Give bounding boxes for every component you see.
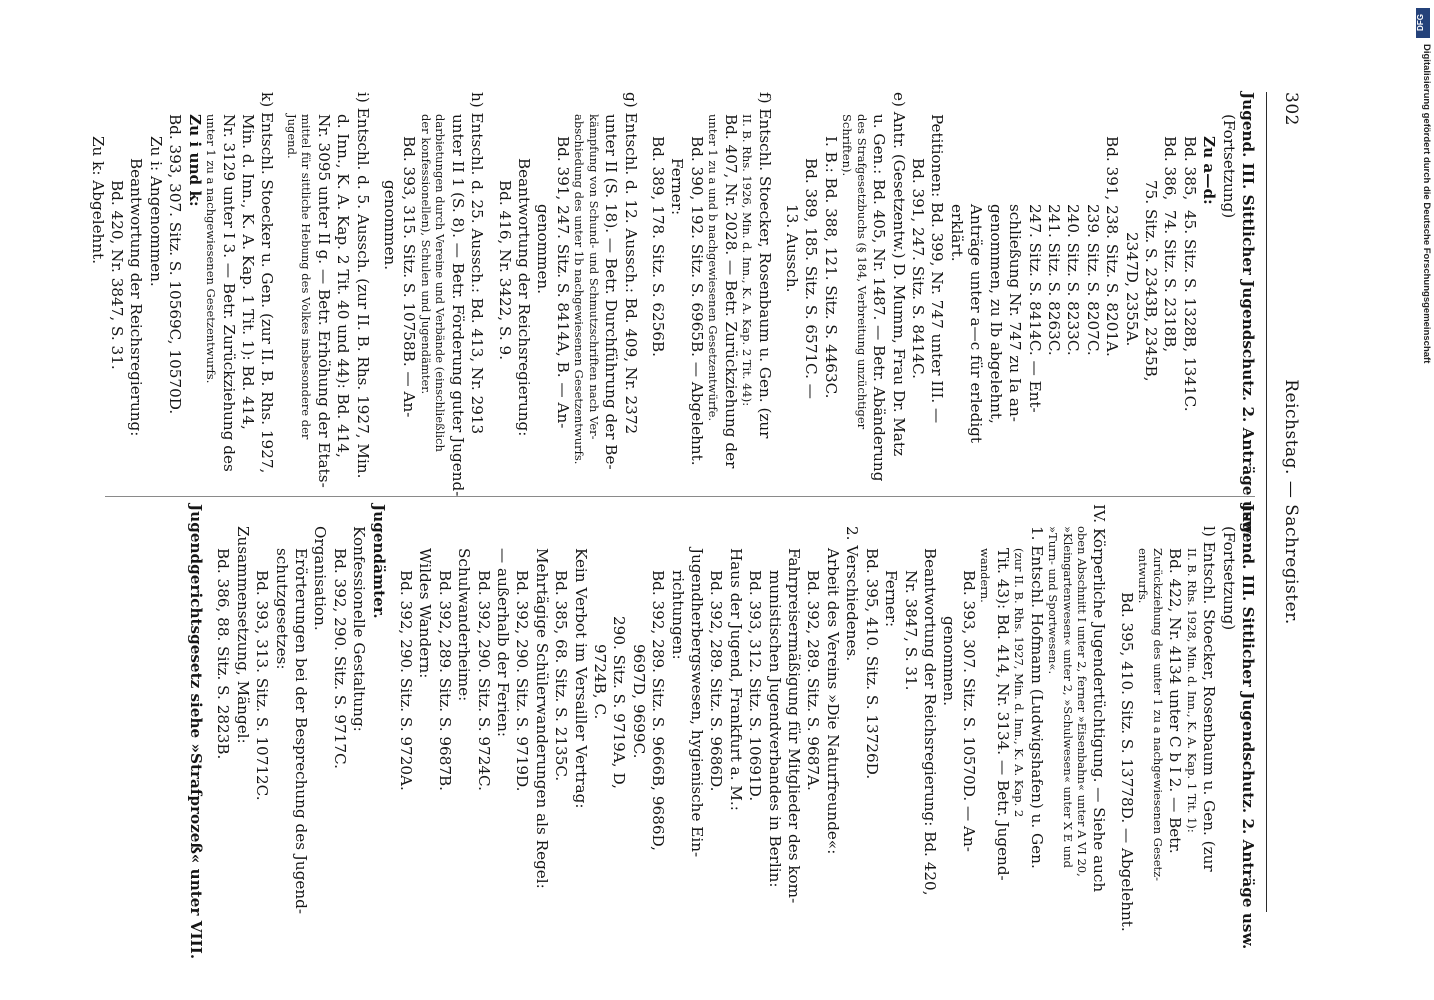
register-line (205, 504, 213, 899)
register-line: (zur II. B. Rhs. 1927, Min. d. Inn., K. A. Kap. 2 (1012, 548, 1027, 818)
register-line: Organisation. (311, 526, 330, 631)
register-line: Ferner: (668, 158, 687, 216)
register-line: Bd. 393, 313. Sitz. S. 10712C. (253, 570, 272, 801)
register-line: genommen. (534, 204, 553, 295)
register-line: Tit. 43): Bd. 414, Nr. 3134. — Betr. Jugend- (993, 548, 1012, 881)
register-line: Beantwortung der Reichsregierung: (515, 158, 533, 437)
register-line: Zusammensetzung, Mängel: (233, 526, 252, 744)
register-line: II. B. Rhs. 1928, Min. d. Inn., K. A. Kap. 1 Tit. 1): (1184, 548, 1199, 833)
register-line: Bd. 391, 238. Sitz. S. 8201A. (1103, 136, 1122, 357)
register-line: abschiedung des unter 1b nachgewiesenen Gesetzentwurfs. (572, 114, 587, 465)
register-line: l) Entschl. Stoecker, Rosenbaum u. Gen. (zur (1200, 526, 1219, 872)
running-header (1271, 92, 1307, 912)
register-line: 2347D, 2355A. (1122, 232, 1141, 347)
register-line: unter II (S. 18). — Betr. Durchführung der Be- (602, 114, 621, 470)
register-line: schließung Nr. 747 zu Ia an- (1006, 204, 1025, 422)
register-line: Bd. 391, 247. Sitz. S. 8414A, B. — An- (553, 136, 572, 429)
running-title: Reichstag. — Sachregister. (1281, 379, 1301, 625)
register-line: kämpfung von Schund- und Schmutzschriften nach Ver- (586, 114, 601, 440)
register-line: der konfessionellen), Schulen und Jugendämter. (418, 114, 433, 395)
register-line: Schulwanderheime: (455, 548, 474, 702)
register-line: 9697D, 9699C. (629, 644, 648, 759)
register-line: 1. Entschl. Hofmann (Ludwigshafen) u. Gen. (1027, 526, 1046, 869)
register-line: Bd. 393, 312. Sitz. S. 10691D. (746, 570, 765, 802)
register-line: Bd. 386, 74. Sitz. S. 2318B, (1161, 136, 1180, 353)
register-line: 9724B, C. (591, 644, 610, 720)
register-line: Bd. 393, 307. Sitz. S. 10569C, 10570D. (166, 114, 185, 415)
register-line: Bd. 416, Nr. 3422, S. 9. (495, 180, 514, 361)
register-line: Bd. 385, 45. Sitz. S. 1328B, 1341C. (1180, 136, 1199, 412)
register-line: Kein Verbot im Versailler Vertrag: (571, 548, 590, 809)
register-line: k) Entschl. Stoecker u. Gen. (zur II. B. Rhs. 1927, (258, 92, 277, 474)
register-line: Bd. 392, 289. Sitz. S. 9666B, 9686D, (649, 570, 668, 851)
left-column (87, 92, 1257, 538)
register-line: e) Antr. (Gesetzentw.) D. Mumm, Frau Dr. Matz (889, 92, 908, 457)
register-line: h) Entschl. d. 25. Aussch.: Bd. 413, Nr. 2913 (468, 92, 487, 435)
register-line: unter II 1 (S. 8). — Betr. Förderung guter Jugend- (448, 114, 467, 497)
register-line: I. B.: Bd. 388, 121. Sitz. S. 4463C. (821, 136, 840, 399)
register-line: Bd. 386, 88. Sitz. S. 2823B. (214, 548, 233, 760)
register-line: 241. Sitz. S. 8263C. (1044, 204, 1063, 356)
register-line: wandern. (978, 548, 993, 603)
register-line: Bd. 389, 178. Sitz. S. 6256B. (649, 136, 668, 358)
register-line: 290. Sitz. S. 9719A, D, (610, 616, 629, 789)
register-line: Erörterungen bei der Besprechung des Jugend- (291, 548, 310, 915)
register-line: — außerhalb der Ferien: (494, 548, 512, 737)
register-line: »Kleingartenwesen« unter 2, »Schulwesen« unter X E und (1060, 526, 1075, 868)
dfg-logo: DFG (1416, 8, 1430, 38)
register-line: Wildes Wandern: (416, 548, 435, 679)
register-line: unter 1 zu a und b nachgewiesenen Gesetzentwürfe. (706, 114, 721, 422)
register-line: Jugendgerichtsgesetz siehe »Strafprozeß« unter VIII. (186, 504, 205, 960)
register-line: Petitionen: Bd. 399, Nr. 747 unter III. — (928, 114, 947, 424)
register-line: 2. Verschiedenes. (843, 526, 862, 662)
register-line: u. Gen.: Bd. 405, Nr. 1487. — Betr. Abänderung (870, 114, 889, 482)
dfg-funding-note: Digitalisierung gefördert durch die Deutsche Forschungsgemeinschaft (1421, 44, 1432, 364)
register-line: darbietungen durch Vereine und Verbände (einschließlich (433, 114, 448, 452)
register-line: »Turn- und Sportwesen«. (1046, 526, 1061, 675)
register-line: (Fortsetzung) (1219, 114, 1238, 219)
register-line: entwurfs. (1136, 548, 1151, 604)
register-line (372, 92, 380, 487)
register-line: Bd. 422, Nr. 4134 unter C b I 2. — Betr. (1166, 548, 1185, 854)
register-line: Konfessionelle Gestaltung: (350, 526, 369, 732)
register-line (1108, 504, 1116, 899)
register-line: Zu i und k: (185, 114, 204, 207)
register-line: richtungen: (668, 570, 687, 660)
register-line: Nr. 3847, S. 31. (901, 570, 920, 691)
register-line: Beantwortung der Reichsregierung: (127, 158, 146, 437)
register-line: schutzgesetzes: (272, 548, 291, 670)
register-line: munistischen Jugendverbandes in Berlin: (765, 570, 784, 888)
register-line: Nr. 3129 unter I 3. — Betr. Zurückziehung des (219, 114, 238, 472)
register-line: Bd. 392, 289. Sitz. S. 9687A. (804, 570, 823, 791)
register-line: Bd. 385, 68. Sitz. S. 2135C. (552, 570, 571, 782)
register-line: Zu a—d: (1200, 136, 1219, 205)
register-line: II. B. Rhs. 1926, Min. d. Inn., K. A. Kap. 2 Tit. 44): (740, 114, 755, 407)
register-line: genommen. (940, 616, 959, 707)
register-line: f) Entschl. Stoecker, Rosenbaum u. Gen. (zur (755, 92, 774, 439)
register-line: Jugend. III. Sittlicher Jugendschutz. 2. Anträge usw. (1239, 92, 1257, 538)
register-line: Arbeit des Vereins »Die Naturfreunde«: (823, 548, 842, 855)
register-line: Min. d. Inn., K. A. Kap. 1 Tit. 1): Bd. 414, (238, 114, 257, 430)
register-line: Fahrpreisermäßigung für Mitglieder des kom- (785, 548, 804, 904)
column-divider (105, 496, 1255, 497)
register-line: Bd. 391, 247. Sitz. S. 8414C. (909, 158, 928, 379)
register-line: Haus der Jugend, Frankfurt a. M.: (726, 548, 745, 811)
register-line: Ferner: (882, 570, 901, 628)
register-line: g) Entschl. d. 12. Aussch.: Bd. 409, Nr. 2372 (621, 92, 640, 435)
header-rule (1266, 92, 1267, 912)
register-line: Bd. 392, 290. Sitz. S. 9717C. (330, 548, 349, 769)
register-line: Bd. 420, Nr. 3847, S. 31. (108, 180, 126, 370)
register-line: erklärt. (947, 204, 966, 262)
register-line: Bd. 393, 315. Sitz. S. 10758B. — An- (400, 136, 419, 418)
rotated-register-page (87, 92, 1307, 960)
register-line (388, 504, 396, 899)
page-number: 302 (1281, 92, 1301, 126)
register-line: Schriften). (840, 114, 855, 177)
register-line: Mehrtägige Schülerwanderungen als Regel: (532, 548, 551, 889)
register-line: Bd. 393, 307. Sitz. S. 10570D. — An- (959, 570, 978, 852)
register-line: Beantwortung der Reichsregierung: Bd. 420, (920, 548, 939, 896)
register-line: unter 1 zu a nachgewiesenen Gesetzentwurfs. (204, 114, 219, 384)
register-line: (Fortsetzung) (1219, 526, 1238, 631)
register-line: genommen. (380, 180, 399, 271)
register-line: oben Abschnitt I unter 2, ferner »Eisenbahn« unter A VI 20, (1075, 526, 1090, 877)
register-line: Bd. 395, 410. Sitz. S. 13726D. (862, 548, 881, 780)
register-line: d. Inn., K. A. Kap. 2 Tit. 40 und 44): Bd. 414, (334, 114, 353, 458)
register-line: Bd. 392, 289. Sitz. S. 9687B. (435, 570, 454, 792)
register-line: Bd. 392, 290. Sitz. S. 9720A. (396, 570, 415, 791)
register-line: Bd. 389, 185. Sitz. S. 6571C. — (802, 158, 821, 399)
right-column (186, 504, 1258, 960)
register-line: Bd. 392, 289. Sitz. S. 9686D. (707, 570, 726, 792)
register-line: Jugendämter. (369, 504, 388, 619)
register-line: 239. Sitz. S. 8207C. (1083, 204, 1102, 356)
register-line: Zu i: Angenommen. (146, 136, 165, 287)
register-line: Bd. 395, 410. Sitz. S. 13778D. — Abgelehnt. (1117, 592, 1136, 932)
register-line: Bd. 407, Nr. 2028. — Betr. Zurückziehung der (721, 114, 740, 469)
register-line: Jugendherbergswesen, hygienische Ein- (688, 548, 707, 858)
register-line (774, 92, 782, 487)
register-line (276, 92, 284, 487)
register-line: 247. Sitz. S. 8414C. — Ent- (1025, 204, 1044, 413)
register-line: Jugend. (284, 114, 299, 159)
register-line: i) Entschl. d. 5. Aussch. (zur II. B. Rhs. 1927, Min. (353, 92, 372, 479)
register-line: 13. Aussch. (783, 204, 802, 293)
register-line: Anträge unter a—c für erledigt (967, 204, 986, 444)
dfg-stamp (1416, 8, 1434, 398)
register-line: des Strafgesetzbuchs (§ 184, Verbreitung unzüchtiger (854, 114, 869, 430)
register-line: Nr. 3095 unter II g. — Betr. Erhöhung der Etats- (314, 114, 333, 488)
register-line (486, 92, 494, 487)
register-line: Zurückziehung des unter 1 zu a nachgewiesenen Gesetz- (1150, 548, 1165, 882)
register-line (640, 92, 648, 487)
register-line: IV. Körperliche Jugendertüchtigung. — Siehe auch (1090, 504, 1109, 893)
register-line: genommen, zu Ib abgelehnt, (986, 204, 1005, 424)
register-line: Bd. 392, 290. Sitz. S. 9719D. (513, 570, 532, 792)
register-line: mittel für sittliche Hebung des Volkes insbesondere der (299, 114, 314, 440)
register-line: Zu k: Abgelehnt. (88, 136, 107, 265)
register-line: 240. Sitz. S. 8233C. (1064, 204, 1083, 356)
register-line: 75. Sitz. S. 2343B, 2345B, (1141, 180, 1160, 382)
register-line: Bd. 392, 290. Sitz. S. 9724C. (474, 570, 493, 791)
register-line: Jugend. III. Sittlicher Jugendschutz. 2. Anträge usw. (1239, 504, 1257, 950)
register-line: Bd. 390, 192. Sitz. S. 6965B. — Abgelehnt. (687, 136, 706, 466)
